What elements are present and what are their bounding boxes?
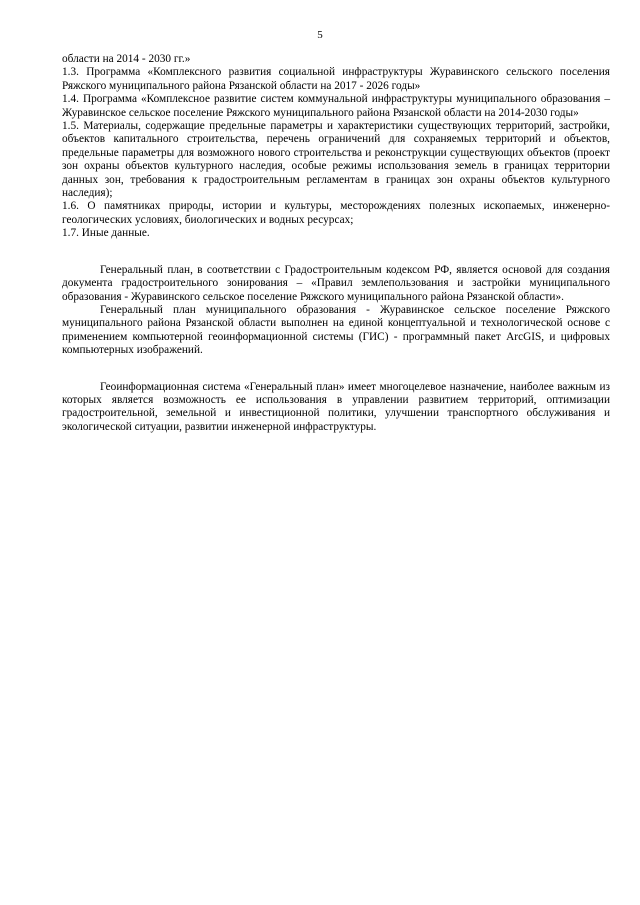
list-item: области на 2014 - 2030 гг.» bbox=[62, 53, 191, 65]
list-item: 1.5. Материалы, содержащие предельные параметры и характеристики существующих территорий, застройки, объектов капитального строительства, перечень ограничений для сохраняемых территорий и объектов, предельные параметры для возможного нового строительства и реконструкции существующих объектов (проект зон охраны объектов культурного наследия, особые режимы использования земель в границах территории данных зон, требования к градостроительным регламентам в границах зон охраны объектов культурного наследия); bbox=[62, 120, 610, 200]
list-item: 1.4. Программа «Комплексное развитие систем коммунальной инфраструктуры муниципального образования – Журавинское сельское поселение Ряжского муниципального района Рязанской области на 2014-2030 годы» bbox=[62, 93, 610, 119]
page-number: 5 bbox=[317, 29, 323, 41]
paragraph: Геоинформационная система «Генеральный план» имеет многоцелевое назначение, наиболее важным из которых является возможность ее использования в управлении развитием территорий, оптимизации градостроительной, земельной и инвестиционной политики, улучшении транспортного обслуживания и экологической ситуации, развитии инженерной инфраструктуры. bbox=[62, 380, 610, 433]
list-item: 1.3. Программа «Комплексного развития социальной инфраструктуры Журавинского сельского поселения Ряжского муниципального района Рязанской области на 2017 - 2026 годы» bbox=[62, 66, 610, 92]
spacer bbox=[62, 358, 610, 381]
list-item: 1.6. О памятниках природы, истории и культуры, месторождениях полезных ископаемых, инженерно-геологических условиях, биологических и водных ресурсах; bbox=[62, 200, 610, 226]
paragraph: Генеральный план, в соответствии с Градостроительным кодексом РФ, является основой для создания документа градостроительного зонирования – «Правил землепользования и застройки муниципального образования - Журавинского сельское поселение Ряжского муниципального района Рязанской области». bbox=[62, 263, 610, 303]
paragraph: Генеральный план муниципального образования - Журавинское сельское поселение Ряжского муниципального района Рязанской области выполнен на единой концептуальной и технологической основе с применением компьютерной геоинформационной системы (ГИС) - программный пакет ArcGIS, и цифровых компьютерных изображений. bbox=[62, 303, 610, 357]
list-item: 1.7. Иные данные. bbox=[62, 227, 150, 240]
spacer bbox=[62, 241, 610, 264]
source-materials-list bbox=[62, 53, 610, 241]
document-body bbox=[62, 53, 610, 434]
